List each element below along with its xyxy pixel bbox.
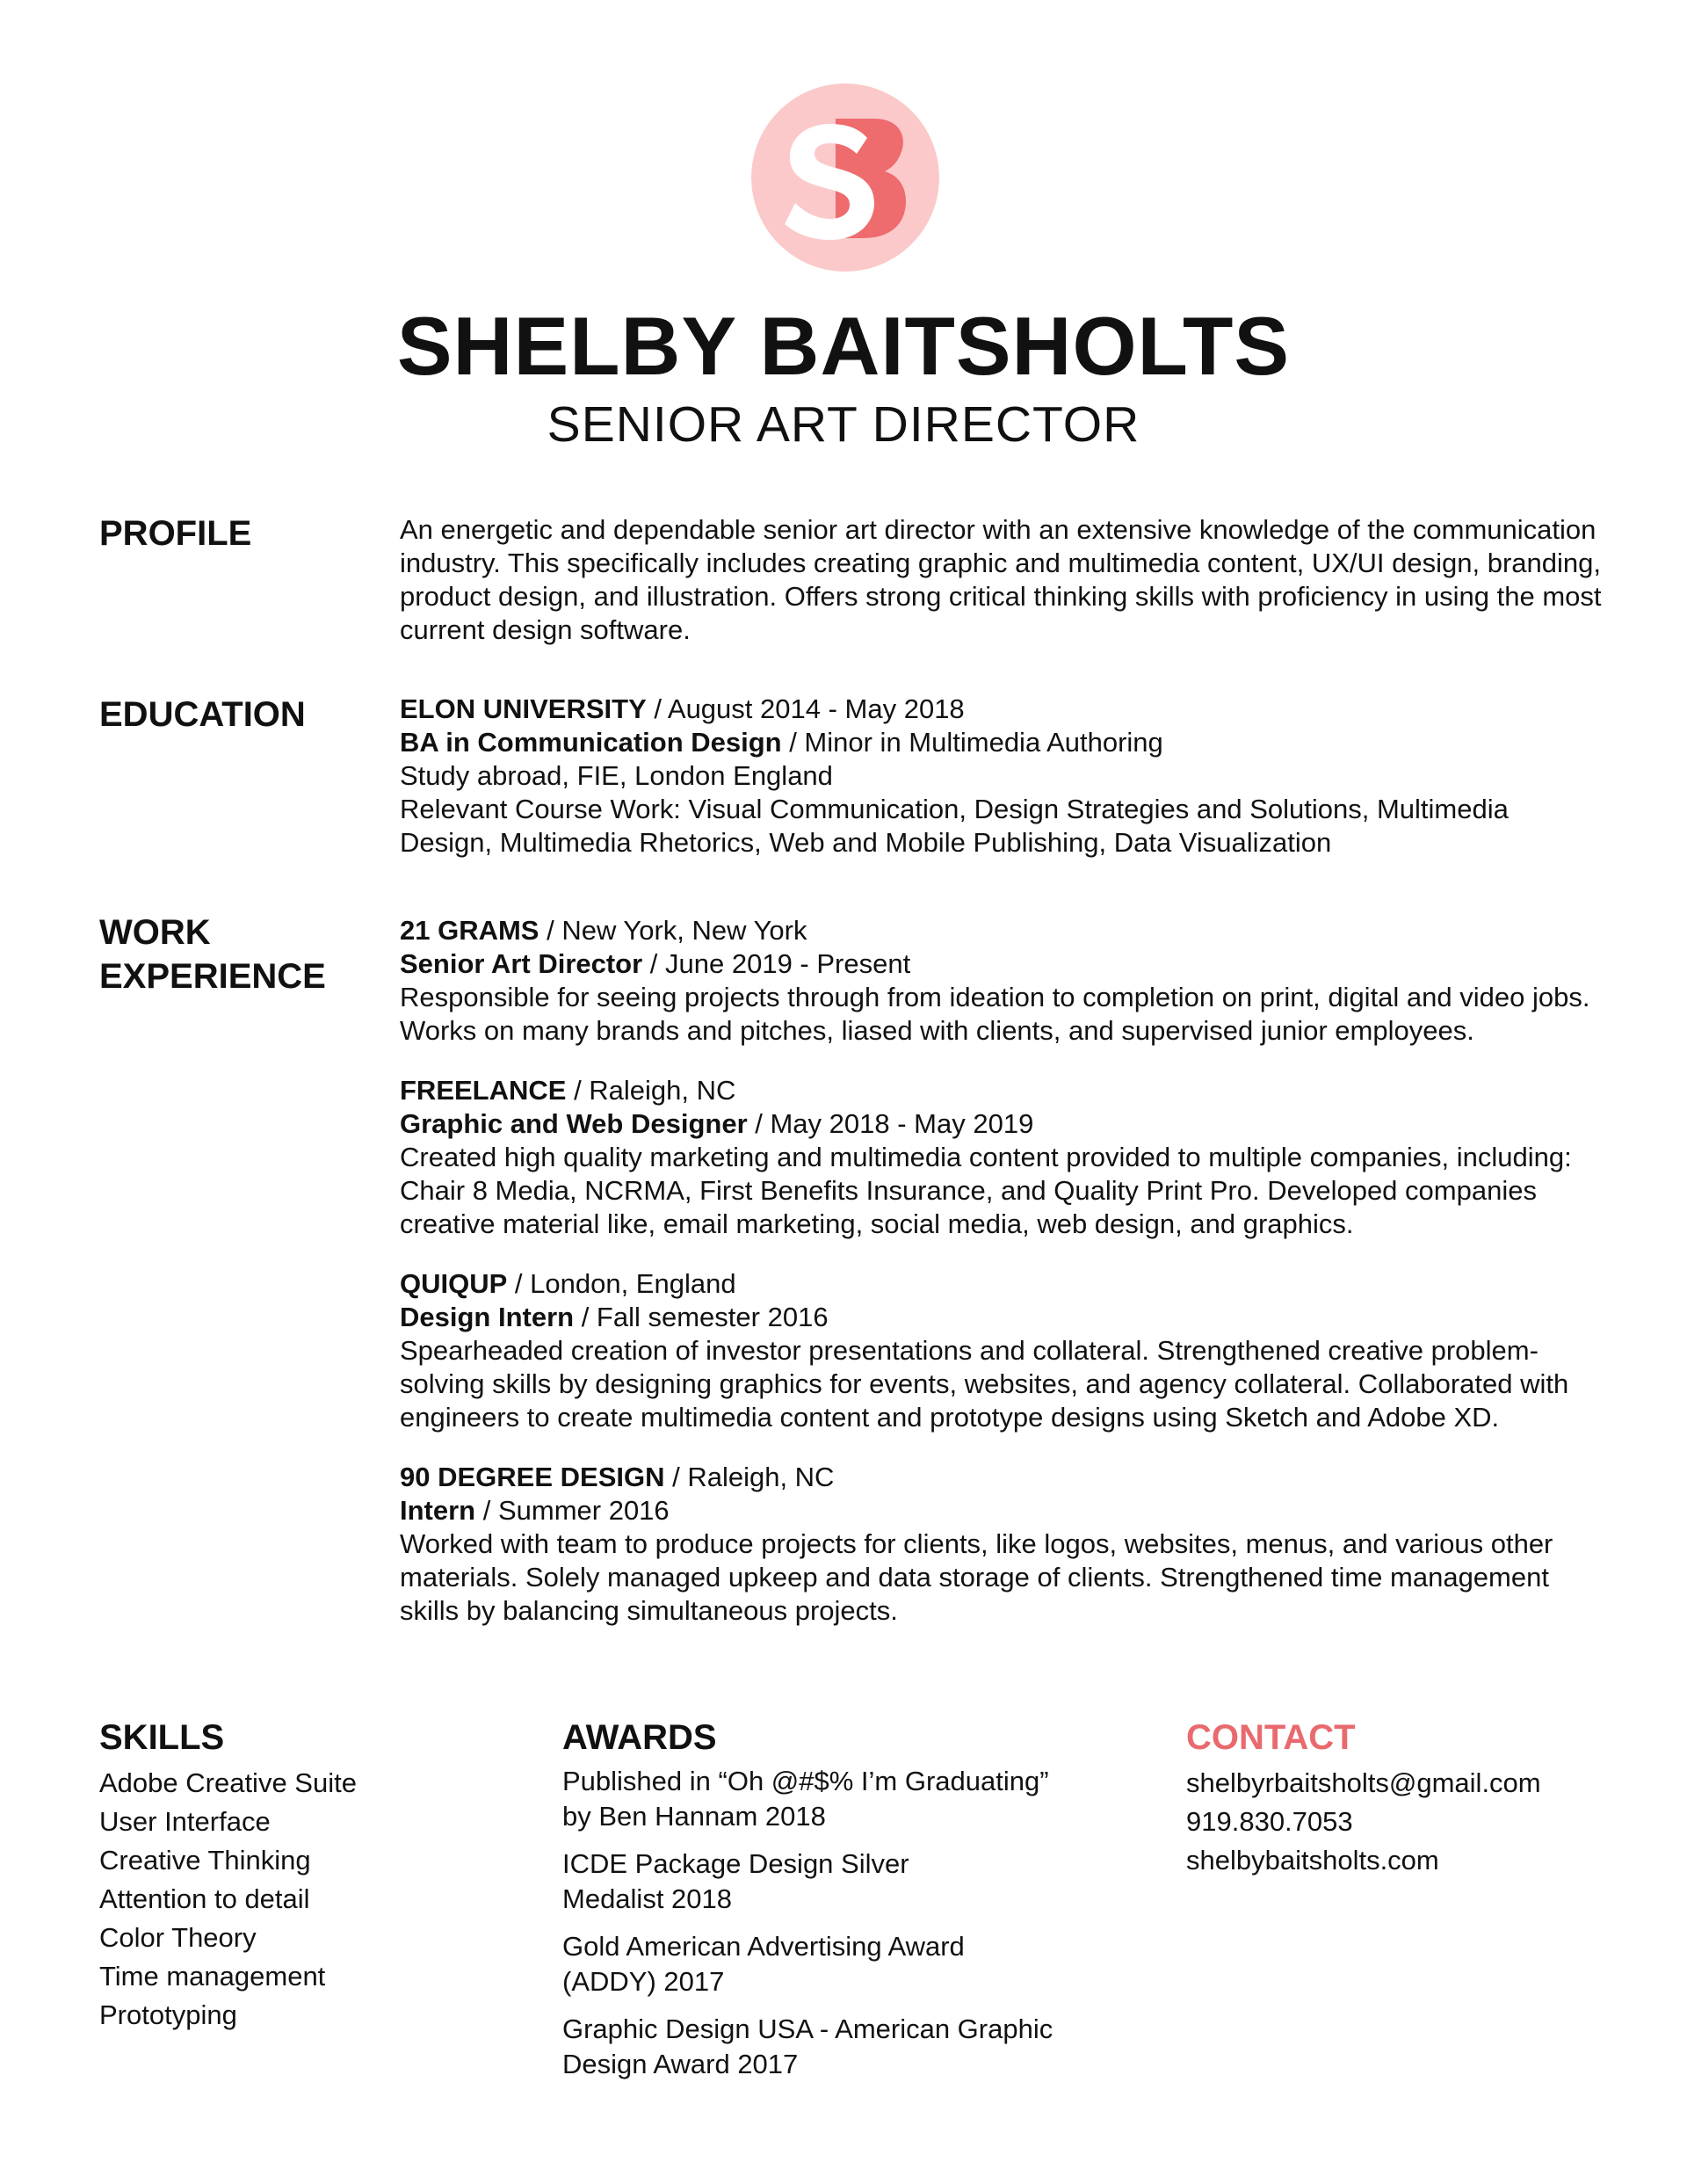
awards-heading: AWARDS [562,1718,717,1757]
job-role: Graphic and Web Designer [400,1108,748,1139]
job-entry [400,914,1604,1048]
work-section [400,914,1604,1628]
award-line: Medalist 2018 [562,1883,733,1914]
sb-monogram-logo [751,83,939,272]
award-line: by Ben Hannam 2018 [562,1801,826,1832]
award-item [562,1847,1160,1917]
award-item [562,1929,1160,1999]
skill-item: Creative Thinking [99,1845,311,1876]
profile-section [400,513,1604,647]
award-item [562,2012,1160,2082]
job-location: / London, England [507,1268,736,1299]
contact-phone[interactable]: 919.830.7053 [1186,1806,1353,1837]
contact-website[interactable]: shelbybaitsholts.com [1186,1845,1439,1876]
award-line: Graphic Design USA - American Graphic [562,2013,1053,2044]
job-dates: / Summer 2016 [475,1495,670,1526]
award-line: Design Award 2017 [562,2049,799,2079]
job-role: Intern [400,1495,476,1526]
job-location: / Raleigh, NC [664,1462,835,1492]
awards-list [562,1764,1160,2094]
skill-item: User Interface [99,1806,271,1837]
job-company: 21 GRAMS [400,915,539,946]
education-study-abroad: Study abroad, FIE, London England [400,760,833,791]
skill-item: Attention to detail [99,1883,310,1914]
job-description: Responsible for seeing projects through from ideation to completion on print, digital and video jobs. Works on many brands and pitches, liased with clients, and supervised junior employees. [400,982,1590,1046]
education-heading: EDUCATION [99,695,306,734]
skill-item: Prototyping [99,1999,237,2030]
job-role: Senior Art Director [400,948,643,979]
school-name: ELON UNIVERSITY [400,693,647,724]
work-heading-line2: EXPERIENCE [99,957,326,996]
sb-logo-icon [751,83,939,272]
award-item [562,1764,1160,1834]
education-degree-line [400,726,1604,759]
skill-item: Time management [99,1961,326,1992]
job-entry [400,1074,1604,1241]
award-line: Gold American Advertising Award [562,1931,965,1962]
skill-item: Color Theory [99,1922,257,1953]
profile-heading: PROFILE [99,514,252,553]
job-company: FREELANCE [400,1075,567,1106]
contact-heading: CONTACT [1186,1718,1356,1757]
job-title: SENIOR ART DIRECTOR [547,396,1140,453]
education-section [400,693,1604,860]
degree-minor: / Minor in Multimedia Authoring [781,727,1163,758]
job-description: Worked with team to produce projects for clients, like logos, websites, menus, and various other materials. Solely managed upkeep and data storage of clients. Strengthened time management skills by balancing simultaneous projects. [400,1528,1553,1626]
job-entry [400,1267,1604,1434]
job-company: QUIQUP [400,1268,508,1299]
education-school-line [400,693,1604,726]
person-name: SHELBY BAITSHOLTS [396,300,1291,392]
contact-list [1186,1764,1643,1880]
job-dates: / May 2018 - May 2019 [747,1108,1034,1139]
job-location: / Raleigh, NC [566,1075,736,1106]
degree-name: BA in Communication Design [400,727,782,758]
skills-heading: SKILLS [99,1718,225,1757]
job-entry [400,1461,1604,1628]
award-line: Published in “Oh @#$% I’m Graduating” [562,1766,1049,1796]
contact-email[interactable]: shelbyrbaitsholts@gmail.com [1186,1767,1541,1798]
job-description: Spearheaded creation of investor presentations and collateral. Strengthened creative problem-solving skills by designing graphics for events, websites, and agency collateral. Collaborated with engineers to create multimedia content and prototype designs using Sketch and Adobe XD. [400,1335,1569,1433]
job-location: / New York, New York [539,915,807,946]
education-coursework: Relevant Course Work: Visual Communication, Design Strategies and Solutions, Multimedia Design, Multimedia Rhetorics, Web and Mobile Publishing, Data Visualization [400,794,1509,858]
job-dates: / June 2019 - Present [642,948,911,979]
work-heading-line1: WORK [99,913,211,952]
skills-list [99,1764,521,2035]
profile-text: An energetic and dependable senior art director with an extensive knowledge of the communication industry. This specifically includes creating graphic and multimedia content, UX/UI design, branding, product design, and illustration. Offers strong critical thinking skills with proficiency in using the most current design software. [400,514,1602,645]
award-line: ICDE Package Design Silver [562,1848,909,1879]
job-role: Design Intern [400,1302,575,1332]
job-description: Created high quality marketing and multimedia content provided to multiple companies, including: Chair 8 Media, NCRMA, First Benefits Insurance, and Quality Print Pro. Developed companies creative material like, email marketing, social media, web design, and graphics. [400,1142,1572,1239]
job-company: 90 DEGREE DESIGN [400,1462,665,1492]
award-line: (ADDY) 2017 [562,1966,725,1997]
skill-item: Adobe Creative Suite [99,1767,357,1798]
job-dates: / Fall semester 2016 [574,1302,829,1332]
work-heading [99,911,326,998]
school-dates: / August 2014 - May 2018 [646,693,965,724]
